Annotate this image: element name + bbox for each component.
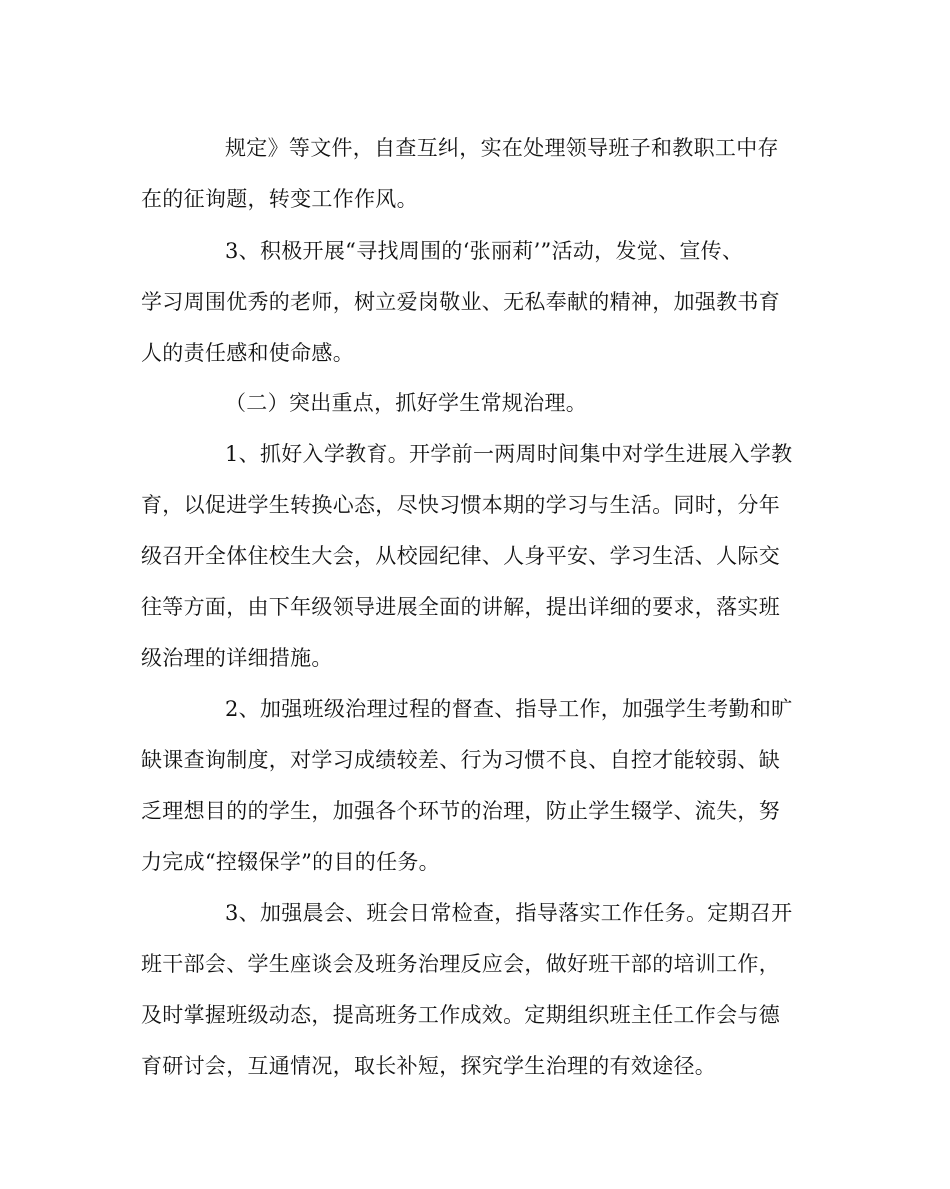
text-line: 2、加强班级治理过程的督查、指导工作，加强学生考勤和旷 <box>225 697 793 721</box>
text-line: 育研讨会，互通情况，取长补短，探究学生治理的有效途径。 <box>141 1054 717 1078</box>
text-line: 力完成“控辍保学”的目的任务。 <box>141 850 440 874</box>
section-heading: （二）突出重点，抓好学生常规治理。 <box>225 391 588 415</box>
text-line: 乏理想目的的学生，加强各个环节的治理，防止学生辍学、流失，努 <box>141 799 780 823</box>
text-line: 人的责任感和使命感。 <box>141 341 354 365</box>
text-line: 3、积极开展“寻找周围的‘张丽莉’”活动，发觉、宣传、 <box>225 239 744 263</box>
text-line: 在的征询题，转变工作作风。 <box>141 187 418 211</box>
text-line: 1、抓好入学教育。开学前一两周时间集中对学生进展入学教 <box>225 442 793 466</box>
text-line: 班干部会、学生座谈会及班务治理反应会，做好班干部的培训工作， <box>141 952 780 976</box>
text-line: 3、加强晨会、班会日常检查，指导落实工作任务。定期召开 <box>225 901 793 925</box>
text-line: 育，以促进学生转换心态，尽快习惯本期的学习与生活。同时，分年 <box>141 493 780 517</box>
text-line: 缺课查询制度，对学习成绩较差、行为习惯不良、自控才能较弱、缺 <box>141 748 780 772</box>
text-line: 往等方面，由下年级领导进展全面的讲解，提出详细的要求，落实班 <box>141 595 780 619</box>
text-line: 规定》等文件，自查互纠，实在处理领导班子和教职工中存 <box>225 136 779 160</box>
text-line: 学习周围优秀的老师，树立爱岗敬业、无私奉献的精神，加强教书育 <box>141 290 780 314</box>
text-line: 级治理的详细措施。 <box>141 646 333 670</box>
text-line: 级召开全体住校生大会，从校园纪律、人身平安、学习生活、人际交 <box>141 544 780 568</box>
text-line: 及时掌握班级动态，提高班务工作成效。定期组织班主任工作会与德 <box>141 1003 780 1027</box>
